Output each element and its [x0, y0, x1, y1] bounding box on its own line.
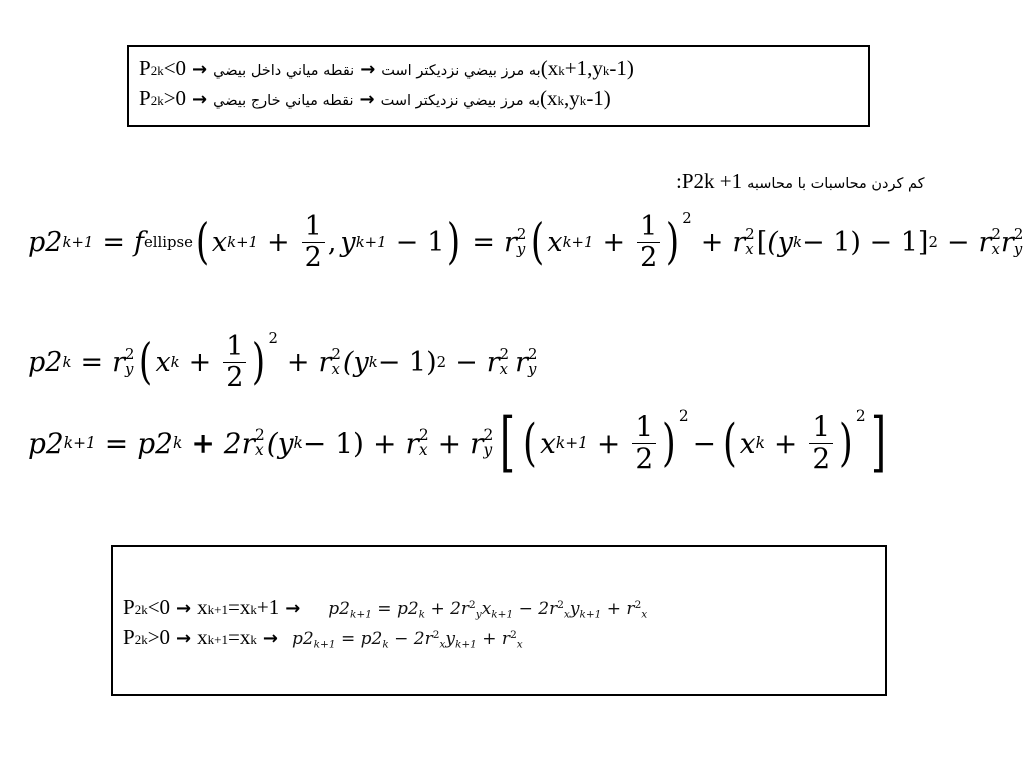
formula-sub: k+1: [350, 608, 372, 621]
fraction-half: [637, 212, 660, 272]
formula-sub: k+1: [313, 638, 336, 651]
eq-term: r: [978, 226, 992, 258]
formula-term: = p2: [371, 599, 419, 619]
frac-den: 2: [226, 361, 244, 393]
frac-num: 1: [637, 212, 660, 243]
eq-term: r: [405, 426, 419, 460]
persian-text-closer: به مرز بيضي نزديکتر است: [380, 93, 541, 109]
eq-comma: ,: [327, 226, 337, 258]
cond-op: <0: [163, 56, 187, 80]
eq-term: r: [486, 346, 500, 378]
section-heading: : P 2k +1 کم کردن محاسبات با محاسبه: [676, 168, 925, 197]
eq-sub: y: [125, 360, 134, 379]
arrow-right-icon: →: [285, 598, 301, 619]
cond-var: P: [123, 625, 135, 649]
top-condition-line-1: P 2k <0 → نقطه مياني داخل بيضي → به مرز بيضي نزديکتر است (x k +1,y k -1): [139, 55, 634, 84]
formula-sup: 2: [634, 599, 642, 612]
cond-var: P: [139, 56, 151, 80]
top-condition-line-2: P 2k >0 → نقطه مياني خارج بيضي → به مرز بيضي نزديکتر است (x k ,y k -1): [139, 85, 611, 114]
formula-term: p2: [328, 599, 350, 619]
frac-den: 2: [640, 241, 658, 273]
eq-term: p2: [28, 226, 63, 258]
eq-term: r: [112, 346, 126, 378]
arrow-right-icon: →: [192, 59, 208, 80]
eq-op: +: [596, 426, 621, 460]
arrow-right-icon: →: [176, 628, 192, 649]
formula-sup: 2: [510, 629, 517, 642]
formula-term: = p2: [335, 629, 383, 649]
persian-text-inside: نقطه مياني داخل بيضي: [213, 63, 355, 79]
formula-term: − 2r: [388, 629, 433, 649]
fraction-half: [302, 212, 325, 272]
frac-den: 2: [304, 241, 322, 273]
heading-persian: کم کردن محاسبات با محاسبه: [747, 176, 925, 192]
persian-text-outside: نقطه مياني خارج بيضي: [213, 93, 354, 109]
eq-op: −: [946, 226, 970, 258]
cond-var: P: [139, 86, 151, 110]
eq-op: +: [437, 426, 462, 460]
bottom-update-line-1: P 2k <0 → x k+1 =x k +1 → $p2_{k+1} = p2_k + 2r^2_yx_{k+1} - 2r^2_xy_{k+1} + r^2_x$: [123, 593, 647, 623]
eq-sup: 2: [1013, 225, 1024, 244]
eq-sup: 2: [516, 225, 527, 244]
formula-sup: 2: [432, 629, 440, 642]
formula-sub: k+1: [454, 638, 477, 651]
eq-sub: y: [528, 360, 537, 379]
eq-term: r: [503, 226, 517, 258]
eq-op: +: [773, 426, 798, 460]
eq-op: +: [700, 226, 724, 258]
equation-2: p2 k = r 2 y ( x k + $\frac{1}{2}$ ) 2 + r 2 x (y k − 1) 2 − r 2 x r 2 y: [28, 329, 538, 393]
frac-num: 1: [632, 412, 656, 444]
eq-term: p2: [137, 426, 173, 460]
formula-term: p2: [291, 629, 314, 649]
formula-term: − 2r: [513, 599, 558, 619]
eq-term: r: [470, 426, 484, 460]
eq-sub: y: [516, 240, 526, 259]
point-text: (x: [540, 86, 558, 110]
cond-var: P: [123, 595, 135, 619]
formula-term: + r: [601, 599, 635, 619]
point-text: (x: [540, 56, 559, 80]
update-formula-2: [292, 625, 523, 653]
eq-sup: 2: [499, 345, 510, 364]
eq-op: −: [692, 426, 717, 460]
eq-term: (y: [767, 226, 794, 258]
eq-term: f: [133, 226, 144, 258]
bottom-update-line-2: P 2k >0 → x k+1 =x k → $p2_{k+1} = p2_k - 2r^2_xy_{k+1} + r^2_x$: [123, 623, 523, 653]
formula-sub: k+1: [491, 608, 514, 621]
eq-term: − 1): [302, 426, 364, 460]
update-text: x: [197, 625, 208, 649]
formula-sub: x: [641, 608, 648, 621]
eq-op: +: [191, 426, 215, 460]
frac-den: 2: [635, 441, 654, 475]
eq-term: − 1) − 1]: [802, 226, 929, 258]
eq-term: x: [739, 426, 756, 460]
eq-term: 2r: [223, 426, 255, 460]
eq-term: r: [732, 226, 746, 258]
eq-sub: y: [483, 441, 493, 460]
eq-op: +: [188, 346, 212, 378]
eq-equals: =: [104, 426, 129, 460]
eq-op: +: [286, 346, 310, 378]
frac-den: 2: [812, 441, 831, 475]
bottom-update-box: [111, 545, 887, 696]
eq-sup: 2: [254, 425, 265, 444]
eq-sup: 2: [528, 345, 538, 364]
formula-sup: 2: [557, 599, 564, 612]
formula-term: x: [481, 599, 492, 619]
eq-sub: x: [331, 360, 340, 379]
fraction-half: [632, 412, 656, 475]
eq-sup: 2: [991, 225, 1001, 244]
cond-op: >0: [163, 86, 187, 110]
formula-sub: y: [475, 608, 482, 621]
eq-sub: y: [1013, 240, 1023, 259]
eq-term: − 1): [377, 346, 437, 378]
eq-term: r: [318, 346, 332, 378]
formula-term: y: [445, 629, 455, 649]
arrow-right-icon: →: [262, 628, 278, 649]
frac-num: 1: [302, 212, 325, 243]
point-text: -1): [609, 56, 634, 80]
eq-sub: x: [254, 441, 264, 460]
arrow-right-icon: →: [360, 59, 376, 80]
eq-term: p2: [28, 426, 64, 460]
point-text: -1): [586, 86, 611, 110]
arrow-right-icon: →: [192, 89, 208, 110]
frac-num: 1: [809, 412, 833, 444]
arrow-right-icon: →: [359, 89, 375, 110]
top-condition-box: [127, 45, 870, 127]
eq-term: y: [340, 226, 356, 258]
formula-sub: k: [418, 608, 426, 621]
persian-text-closer: به مرز بيضي نزديکتر است: [381, 63, 541, 79]
eq-op: −: [455, 346, 478, 378]
eq-sup: 2: [483, 425, 494, 444]
eq-term: x: [540, 426, 556, 460]
frac-num: 1: [223, 332, 246, 363]
eq-sup: 2: [745, 225, 755, 244]
update-text: =x: [228, 625, 251, 649]
update-text: x: [197, 595, 208, 619]
formula-sub: k+1: [579, 608, 602, 621]
eq-sub: x: [991, 240, 1000, 259]
eq-op: −: [395, 226, 419, 258]
formula-sup: 2: [469, 599, 476, 612]
eq-equals: =: [102, 226, 125, 258]
update-formula-1: [328, 595, 647, 623]
eq-equals: =: [472, 226, 495, 258]
formula-term: + 2r: [425, 599, 470, 619]
cond-op: >0: [147, 625, 171, 649]
eq-sup: 2: [125, 345, 135, 364]
fraction-half: [223, 332, 246, 392]
heading-colon: :: [676, 169, 682, 193]
cond-op: <0: [147, 595, 171, 619]
eq-sup: 2: [418, 425, 429, 444]
update-text: =x: [228, 595, 251, 619]
eq-term: (y: [342, 346, 369, 378]
formula-sub: k: [382, 638, 389, 651]
eq-op: +: [267, 226, 290, 258]
update-text: +1: [256, 595, 280, 619]
eq-sup: 2: [331, 345, 341, 364]
eq-term: x: [547, 226, 563, 258]
eq-equals: =: [80, 346, 104, 378]
eq-term: (y: [266, 426, 294, 460]
formula-term: y: [569, 599, 580, 619]
equation-1: p2 k+1 = f ellipse ( x k+1 + $\frac{1}{2}$ , y k+1 − 1 ) = r 2 y ( x k+1 + $\frac{1}{2}$ ) 2 + r 2 x [ (y k − 1) − 1] 2 − r 2 x r 2 y: [28, 209, 1024, 273]
eq-op: +: [602, 226, 626, 258]
eq-term: x: [211, 226, 228, 258]
eq-sub: x: [418, 441, 428, 460]
formula-sub: x: [563, 608, 570, 621]
point-text: +1,y: [564, 56, 603, 80]
fraction-half: [809, 412, 833, 475]
eq-term: p2: [28, 346, 63, 378]
equation-3: p2 k+1 = p2 k + 2r 2 x (y k − 1) + r 2 x + r 2 y [ ( x k+1 + $\frac{1}{2}$ ) 2 − ( x k + $\frac{1}{2}$ ) 2 ]: [28, 405, 886, 481]
arrow-right-icon: →: [176, 598, 192, 619]
eq-term: 1: [427, 226, 445, 258]
eq-sub: x: [499, 360, 508, 379]
formula-sub: x: [439, 638, 446, 651]
eq-term: x: [155, 346, 171, 378]
heading-var: P: [681, 169, 694, 193]
eq-term: r: [515, 346, 528, 378]
formula-sub: x: [516, 638, 523, 651]
eq-op: +: [372, 426, 397, 460]
formula-term: + r: [476, 629, 511, 649]
eq-sub: x: [745, 240, 754, 259]
eq-term: r: [1000, 226, 1014, 258]
point-text: ,y: [564, 86, 580, 110]
